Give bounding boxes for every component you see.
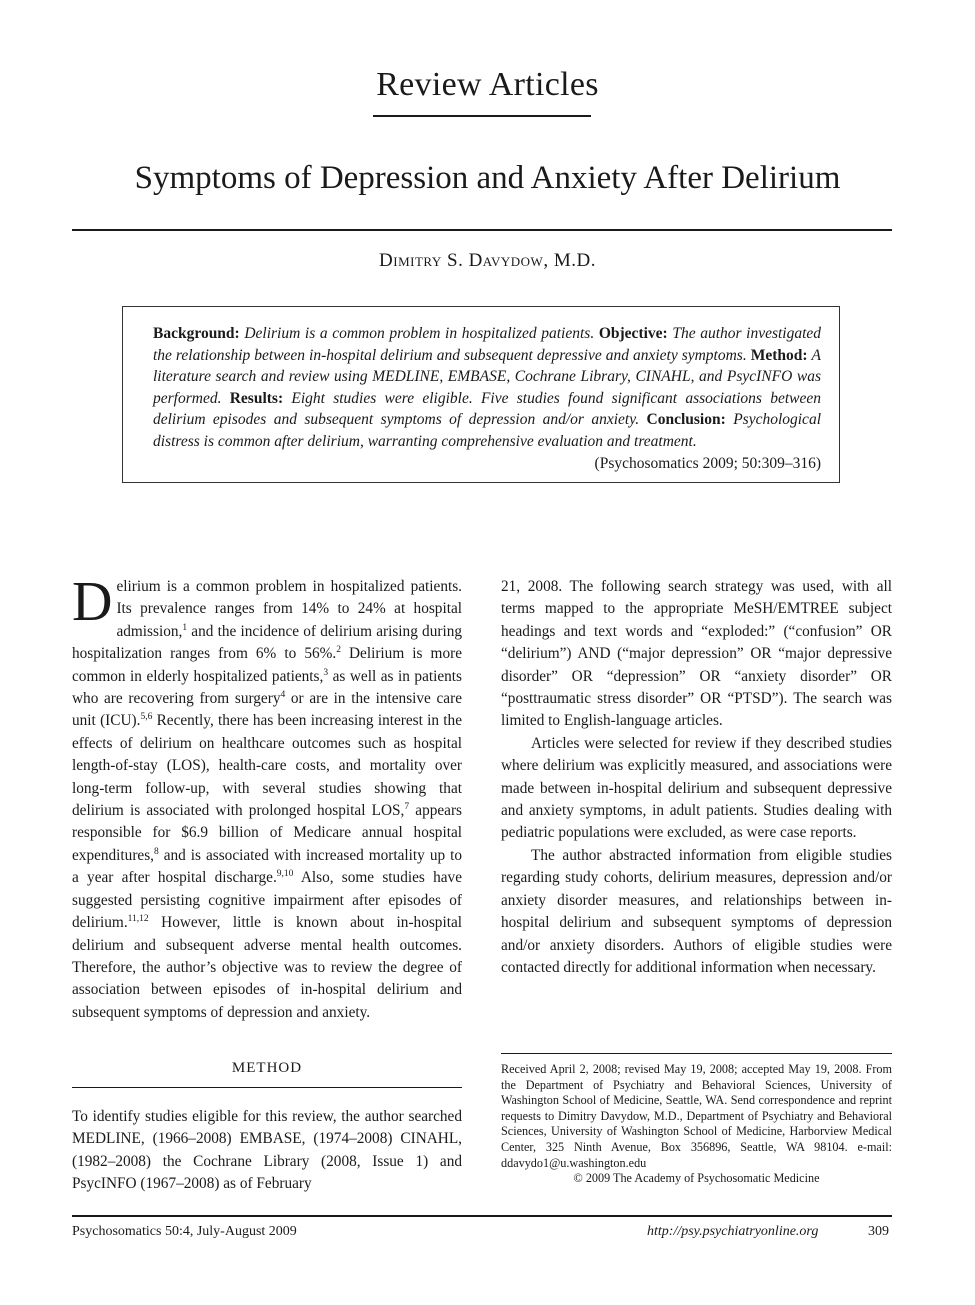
title-divider (72, 229, 892, 231)
page-number: 309 (868, 1224, 889, 1239)
ref-marker: 7 (404, 802, 410, 813)
ref-marker: 5,6 (140, 712, 153, 723)
section-title: Review Articles (376, 66, 599, 103)
footer-rule (72, 1215, 892, 1217)
intro-text-7: appears responsible for $6.9 billion of Medicare annual hospital expenditures, (72, 802, 463, 864)
search-strategy-paragraph: 21, 2008. The following search strategy was used, with all terms mapped to the appropriate MeSH/EMTREE subject headings and text words and “exploded:” (“confusion” OR “delirium”) AND (“major depression” OR “major depressive disorder” OR “depression” OR “anxiety disorder” OR “posttraumatic stress disorder” OR “PTSD”). The search was limited to English-language articles. (501, 578, 892, 730)
intro-text-4: as well as in patients who are recovering from surgery (72, 667, 463, 708)
abstract-objective-label: Objective: (598, 325, 668, 342)
ref-marker: 11,12 (127, 914, 149, 925)
abstraction-paragraph: The author abstracted information from eligible studies regarding study cohorts, delirium measures, depression and/or anxiety disorder measures, and relationships between in-hospital delirium and subsequent symptoms of depression and/or anxiety disorders. Authors of eligible studies were contacted directly for additional information when necessary. (501, 846, 892, 976)
ref-marker: 9,10 (276, 869, 294, 880)
intro-text-6: Recently, there has been increasing interest in the effects of delirium on healthcare outcomes such as hospital length-of-stay (LOS), health-care costs, and mortality over long-term follow-up, with several studies showing that delirium is associated with prolonged hospital LOS, (72, 712, 462, 820)
author-byline: Dimitry S. Davydow, M.D. (379, 250, 596, 271)
method-heading: METHOD (231, 1060, 303, 1076)
footnote (501, 1062, 892, 1187)
abstract-box (122, 306, 840, 483)
abstract-citation: (Psychosomatics 2009; 50:309–316) (594, 454, 821, 472)
abstract-method-label: Method: (750, 346, 808, 364)
ref-marker: 8 (153, 846, 159, 857)
intro-text-2: and the incidence of delirium arising during hospitalization ranges from 6% to 56%. (72, 622, 462, 663)
selection-paragraph: Articles were selected for review if they described studies where delirium was explicitly measured, and associations were made between in-hospital delirium and subsequent depressive and anxiety symptoms, in adult patients. Studies dealing with pediatric populations were excluded, as were case reports. (501, 734, 892, 842)
copyright: © 2009 The Academy of Psychosomatic Medicine (573, 1171, 820, 1186)
intro-text-3: Delirium is more common in elderly hospitalized patients, (72, 645, 462, 685)
method-text: To identify studies eligible for this review, the author searched MEDLINE, (1966–2008) EMBASE, (1974–2008) CINAHL, (1982–2008) the Cochrane Library (2008, Issue 1) and PsycINFO (1967–2008) as of February (72, 1108, 462, 1193)
intro-paragraph (72, 571, 463, 1024)
method-paragraph (72, 1106, 462, 1196)
ref-marker: 1 (182, 622, 188, 633)
intro-text-10: However, little is known about in-hospital delirium and subsequent adverse mental health outcomes. Therefore, the author’s objective was to review the degree of association between episodes of in-hospital delirium and subsequent symptoms of depression and anxiety. (72, 914, 462, 1021)
abstract-objective-text: The author investigated the relationship between in-hospital delirium and subsequent depressive and anxiety symptoms. (153, 325, 822, 364)
intro-text-8: and is associated with increased mortality up to a year after hospital discharge. (72, 846, 462, 887)
footnote-text: Received April 2, 2008; revised May 19, 2008; accepted May 19, 2008. From the Department of Psychiatry and Behavioral Sciences, University of Washington School of Medicine, Seattle, WA. Send correspondence and reprint requests to Dimitry Davydow, M.D., Department of Psychiatry and Behavioral Sciences, University of Washington School of Medicine, Harborview Medical Center, 325 Ninth Avenue, Box 356896, Seattle, WA 98104. e-mail: ddavydo1@u.washington.edu (501, 1062, 892, 1170)
article-title: Symptoms of Depression and Anxiety After Delirium (134, 160, 841, 196)
method-rule (72, 1087, 462, 1088)
abstract-text (153, 323, 821, 474)
ref-marker: 3 (323, 667, 329, 678)
abstract-conclusion-text: Psychological distress is common after delirium, warranting comprehensive evaluation and treatment. (153, 411, 821, 450)
intro-text-9: Also, some studies have suggested persisting cognitive impairment after episodes of delirium. (72, 869, 462, 932)
intro-text-1: elirium is a common problem in hospitalized patients. Its prevalence ranges from 14% to 24% at hospital admission, (116, 578, 462, 640)
right-column (501, 576, 892, 979)
abstract-method-text: A literature search and review using MEDLINE, EMBASE, Cochrane Library, CINAHL, and PsycINFO was performed. (153, 346, 822, 407)
abstract-background-text: Delirium is a common problem in hospitalized patients. (244, 325, 595, 342)
abstract-background-label: Background: (153, 325, 240, 342)
abstract-conclusion-label: Conclusion: (646, 411, 726, 429)
footer-journal: Psychosomatics 50:4, July-August 2009 (72, 1224, 297, 1239)
intro-text-5: or are in the intensive care unit (ICU). (72, 690, 462, 730)
footer-url-link[interactable]: http://psy.psychiatryonline.org (647, 1224, 819, 1239)
abstract-results-text: Eight studies were eligible. Five studies found significant associations between delirium episodes and subsequent symptoms of depression and/or anxiety. (153, 389, 822, 429)
section-title-underline (373, 115, 591, 117)
abstract-results-label: Results: (229, 389, 284, 407)
drop-cap: D (72, 571, 113, 633)
ref-marker: 2 (336, 645, 341, 656)
ref-marker: 4 (280, 690, 286, 701)
footnote-rule (501, 1053, 892, 1054)
